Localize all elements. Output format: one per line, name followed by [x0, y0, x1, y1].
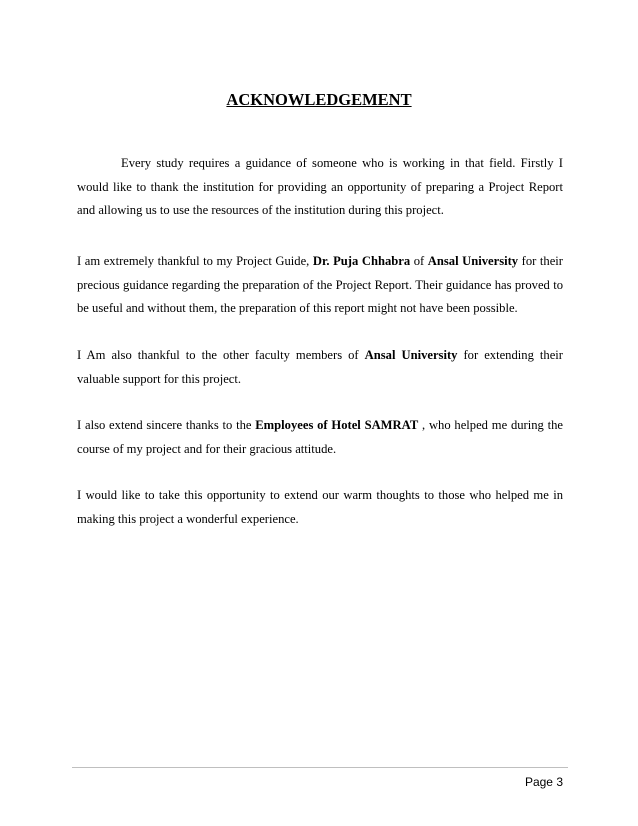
paragraph-intro	[77, 152, 563, 223]
text-run: for extending their valuable support for this project.	[77, 348, 563, 386]
text-run: of	[410, 254, 428, 268]
bold-text-run: Employees of Hotel SAMRAT	[255, 418, 419, 432]
bold-text-run: Ansal University	[427, 254, 519, 268]
paragraph-employees-thanks	[77, 414, 563, 461]
footer-divider	[72, 767, 568, 768]
text-run: I Am also thankful to the other faculty members of	[77, 348, 365, 362]
bold-text-run: Ansal University	[364, 348, 458, 362]
text-run: I would like to take this opportunity to extend our warm thoughts to those who helped me in making this project a wonderful experience.	[77, 488, 563, 526]
page-title: ACKNOWLEDGEMENT	[226, 90, 412, 109]
bold-text-run: Dr. Puja Chhabra	[312, 254, 411, 268]
paragraph-closing	[77, 484, 563, 531]
text-run: I am extremely thankful to my Project Guide,	[77, 254, 313, 268]
page-number: Page 3	[524, 775, 563, 789]
text-run: for their precious guidance regarding the preparation of the Project Report. Their guidance has proved to be useful and without them, the preparation of this report might not have been possible.	[77, 254, 563, 315]
text-run: I also extend sincere thanks to the	[77, 418, 256, 432]
text-run: Every study requires a guidance of someone who is working in that field. Firstly I would like to thank the institution for providing an opportunity of preparing a Project Report and allowing us to use the resources of the institution during this project.	[77, 156, 563, 217]
paragraph-faculty-thanks	[77, 344, 563, 391]
text-run: , who helped me during the course of my project and for their gracious attitude.	[77, 418, 563, 456]
paragraph-guide-thanks	[77, 250, 563, 321]
